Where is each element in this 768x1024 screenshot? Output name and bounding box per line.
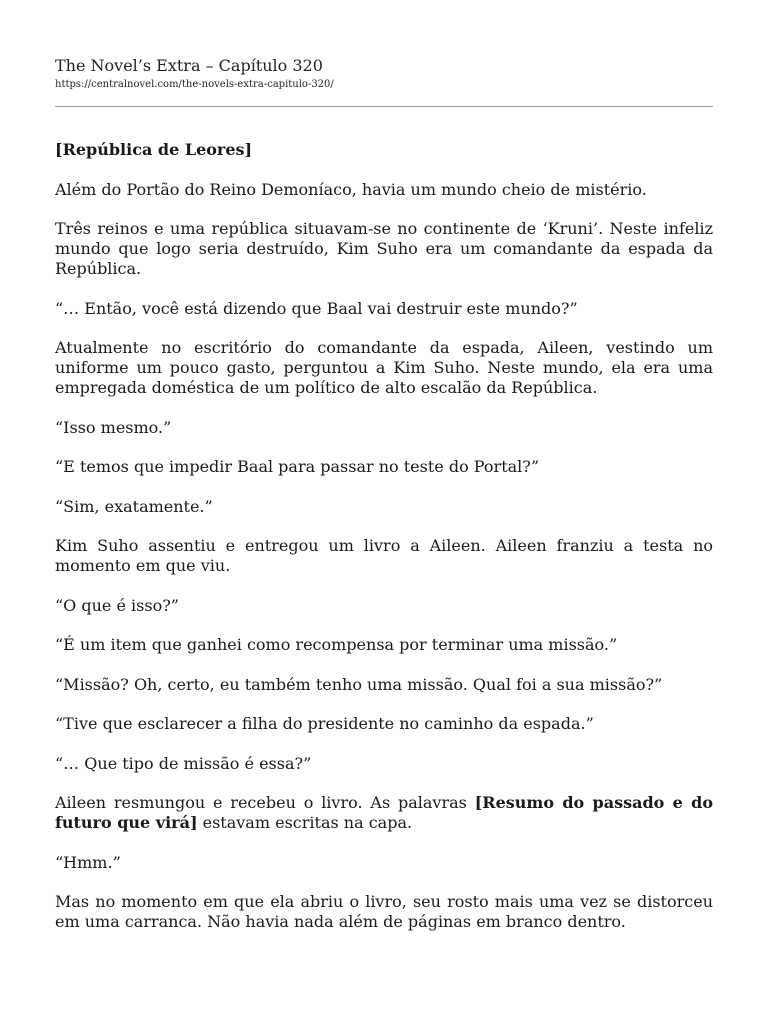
paragraph: “E temos que impedir Baal para passar no teste do Portal?” xyxy=(55,457,540,476)
paragraph: “… Então, você está dizendo que Baal vai destruir este mundo?” xyxy=(55,298,578,318)
book-title: [Resumo do passado e do futuro que virá] xyxy=(55,793,714,832)
paragraph: “… Que tipo de missão é essa?” xyxy=(55,753,312,773)
paragraph-text: Aileen resmungou e recebeu o livro. As palavras xyxy=(55,793,475,812)
paragraph-book-title xyxy=(55,793,713,833)
paragraph: Atualmente no escritório do comandante da espada, Aileen, vestindo um uniforme um pouco gasto, perguntou a Kim Suho. Neste mundo, ela era uma empregada doméstica de um político de alto escalão da República. xyxy=(55,338,713,397)
header-divider xyxy=(55,106,713,107)
paragraph: Três reinos e uma república situavam-se no continente de ‘Kruni’. Neste infeliz mundo que logo seria destruído, Kim Suho era um comandante da espada da República. xyxy=(55,219,713,278)
paragraph: “Missão? Oh, certo, eu também tenho uma missão. Qual foi a sua missão?” xyxy=(55,674,663,694)
paragraph: “O que é isso?” xyxy=(55,595,179,615)
paragraph: “Hmm.” xyxy=(55,852,121,872)
paragraph: Além do Portão do Reino Demoníaco, havia um mundo cheio de mistério. xyxy=(55,179,647,199)
document-header xyxy=(55,56,713,92)
paragraph: “É um item que ganhei como recompensa por terminar uma missão.” xyxy=(55,635,618,654)
paragraph: “Tive que esclarecer a filha do presidente no caminho da espada.” xyxy=(55,714,594,733)
paragraph: “Isso mesmo.” xyxy=(55,417,172,437)
document-title: The Novel’s Extra – Capítulo 320 xyxy=(55,56,323,75)
paragraph: Mas no momento em que ela abriu o livro, seu rosto mais uma vez se distorceu em uma carranca. Não havia nada além de páginas em branco dentro. xyxy=(55,892,713,931)
paragraph: “Sim, exatamente.” xyxy=(55,496,213,516)
section-heading: [República de Leores] xyxy=(55,140,253,159)
source-url: https://centralnovel.com/the-novels-extra-capitulo-320/ xyxy=(55,79,334,90)
chapter-body xyxy=(55,140,713,952)
paragraph-text: estavam escritas na capa. xyxy=(197,813,413,832)
paragraph: Kim Suho assentiu e entregou um livro a Aileen. Aileen franziu a testa no momento em que viu. xyxy=(55,536,713,575)
